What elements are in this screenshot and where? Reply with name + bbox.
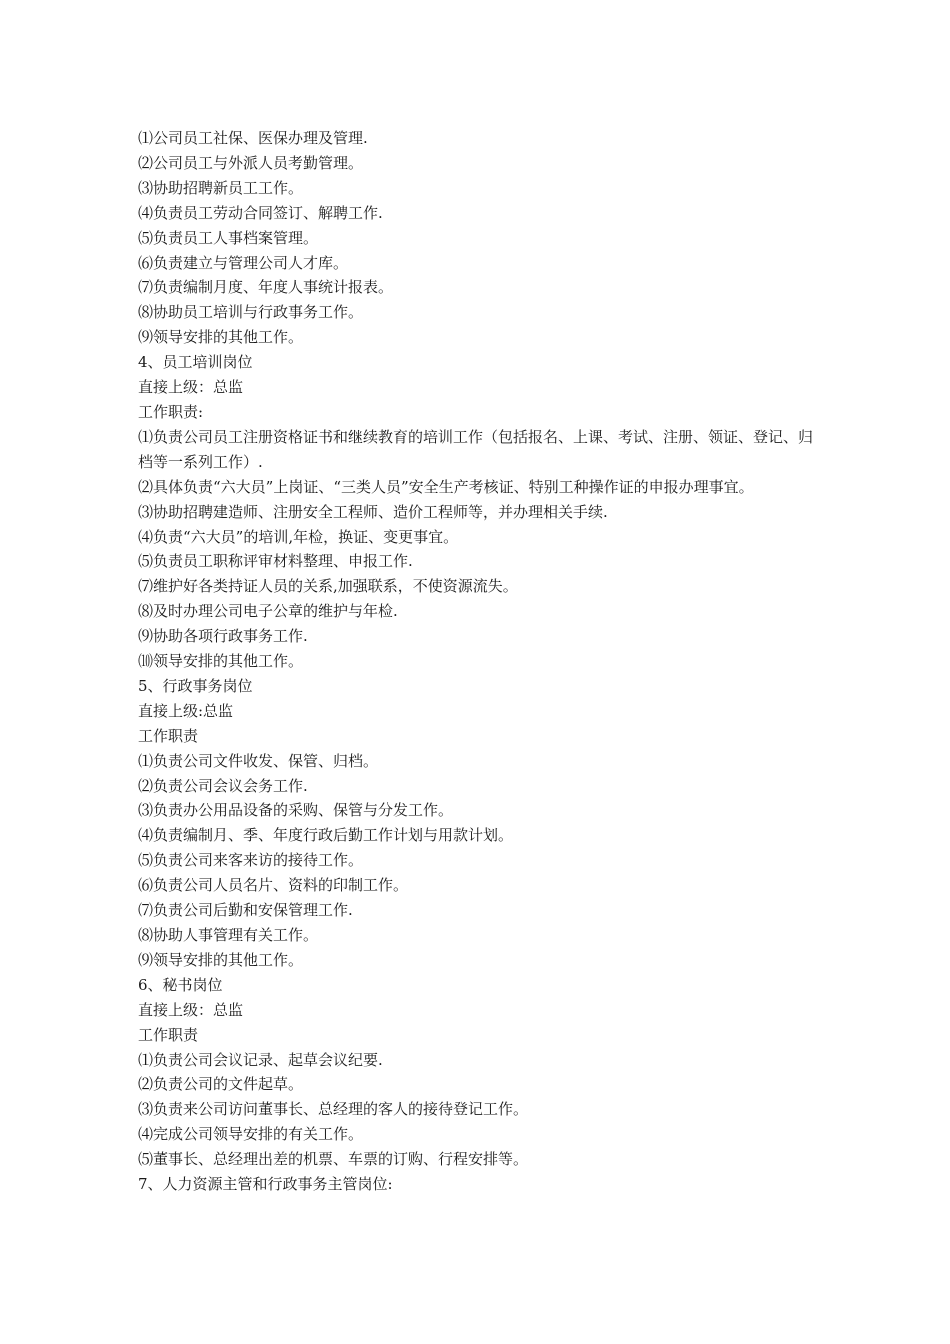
section-heading-training-post: 4、员工培训岗位 <box>138 353 253 372</box>
duty-item-other-work: ⑽领导安排的其他工作。 <box>138 652 304 671</box>
duty-item-statistics-report: ⑺负责编制月度、年度人事统计报表。 <box>138 278 394 297</box>
document-body <box>138 126 818 1197</box>
duty-item-electronic-seal: ⑻及时办理公司电子公章的维护与年检. <box>138 602 398 621</box>
duty-item-business-cards: ⑹负责公司人员名片、资料的印制工作。 <box>138 876 409 895</box>
duty-item-labor-contract: ⑷负责员工劳动合同签订、解聘工作. <box>138 203 383 222</box>
duty-item-certificate-training: ⑴负责公司员工注册资格证书和继续教育的培训工作（包括报名、上课、考试、注册、领证、登记、归档等一系列工作）. <box>138 427 814 471</box>
duty-item-travel-booking: ⑸董事长、总经理出差的机票、车票的订购、行程安排等。 <box>138 1150 529 1169</box>
section-heading-admin-post: 5、行政事务岗位 <box>138 676 253 695</box>
section-heading-supervisor-post: 7、人力资源主管和行政事务主管岗位: <box>138 1175 393 1194</box>
duty-item-office-supplies: ⑶负责办公用品设备的采购、保管与分发工作。 <box>138 801 454 820</box>
duty-item-hr-assist: ⑻协助人事管理有关工作。 <box>138 926 319 944</box>
duty-item-meeting-affairs: ⑵负责公司会议会务工作. <box>138 776 308 795</box>
duty-item-six-staff-certificates: ⑵具体负责“六大员”上岗证、“三类人员”安全生产考核证、特别工种操作证的申报办理事宜。 <box>138 477 754 496</box>
duty-item-admin-assist: ⑼协助各项行政事务工作. <box>138 627 308 646</box>
duty-item-six-staff-training: ⑷负责“六大员”的培训,年检，换证、变更事宜。 <box>138 527 459 546</box>
section-heading-secretary-post: 6、秘书岗位 <box>138 975 223 994</box>
duty-item-social-insurance: ⑴公司员工社保、医保办理及管理. <box>138 129 368 147</box>
duty-item-leader-tasks: ⑷完成公司领导安排的有关工作。 <box>138 1125 364 1144</box>
duty-item-title-evaluation: ⑸负责员工职称评审材料整理、申报工作. <box>138 552 413 571</box>
duty-item-other-work: ⑼领导安排的其他工作。 <box>138 328 304 347</box>
duties-label: 工作职责 <box>138 726 199 745</box>
duties-label: 工作职责 <box>138 1025 199 1044</box>
direct-superior: 直接上级：总监 <box>138 378 244 397</box>
duty-item-attendance: ⑵公司员工与外派人员考勤管理。 <box>138 153 364 172</box>
duty-item-guest-registration: ⑶负责来公司访问董事长、总经理的客人的接待登记工作。 <box>138 1100 529 1119</box>
duty-item-document-filing: ⑴负责公司文件收发、保管、归档。 <box>138 751 379 770</box>
direct-superior: 直接上级：总监 <box>138 1000 244 1019</box>
duty-item-recruiting: ⑶协助招聘新员工工作。 <box>138 178 304 197</box>
duty-item-visitor-reception: ⑸负责公司来客来访的接待工作。 <box>138 851 364 870</box>
duty-item-meeting-minutes: ⑴负责公司会议记录、起草会议纪要. <box>138 1050 383 1069</box>
duty-item-certified-relations: ⑺维护好各类持证人员的关系,加强联系，不使资源流失。 <box>138 577 518 596</box>
duty-item-personnel-files: ⑸负责员工人事档案管理。 <box>138 228 319 247</box>
duty-item-logistics-plan: ⑷负责编制月、季、年度行政后勤工作计划与用款计划。 <box>138 826 514 845</box>
duty-item-document-drafting: ⑵负责公司的文件起草。 <box>138 1075 304 1094</box>
duty-item-recruit-engineers: ⑶协助招聘建造师、注册安全工程师、造价工程师等，并办理相关手续. <box>138 502 608 521</box>
duty-item-security-management: ⑺负责公司后勤和安保管理工作. <box>138 901 353 920</box>
duties-label: 工作职责: <box>138 402 204 421</box>
duty-item-other-work: ⑼领导安排的其他工作。 <box>138 950 304 969</box>
duty-item-training-assist: ⑻协助员工培训与行政事务工作。 <box>138 303 364 322</box>
direct-superior: 直接上级:总监 <box>138 701 234 720</box>
duty-item-talent-pool: ⑹负责建立与管理公司人才库。 <box>138 253 349 272</box>
